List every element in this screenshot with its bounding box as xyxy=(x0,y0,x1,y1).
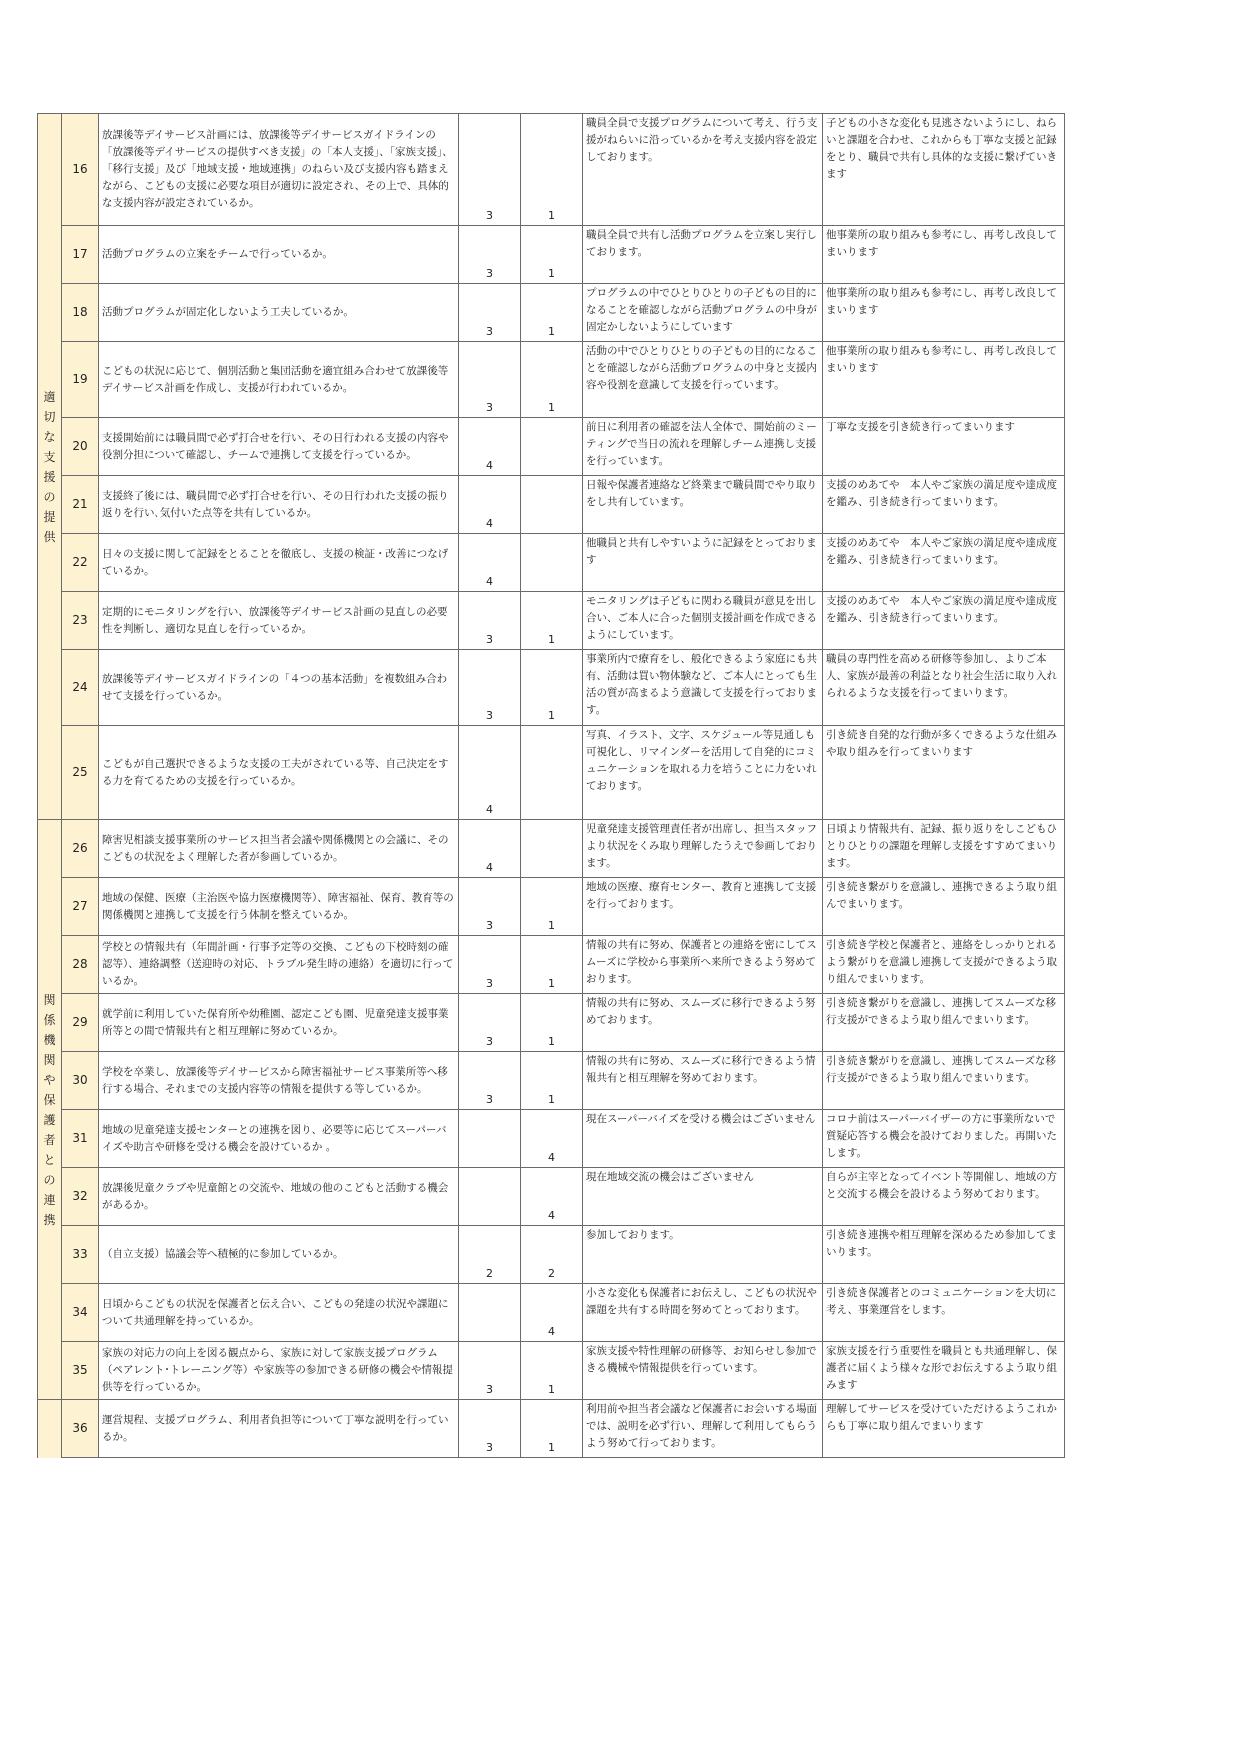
item-text: 就学前に利用していた保育所や幼稚園、認定こども園、児童発達支援事業所等との間で情報共有と相互理解に努めているか。 xyxy=(99,994,459,1052)
improvement-plan-text: 子どもの小さな変化も見逃さないようにし、ねらいと課題を合わせ、これからも丁寧な支援と記録をとり、職員で共有し具体的な支援に繋げていきます xyxy=(823,114,1065,226)
no-count: 4 xyxy=(521,1168,583,1226)
no-count: 1 xyxy=(521,226,583,284)
item-text: 支援終了後には、職員間で必ず打合せを行い、その日行われた支援の振り返りを行い､気付いた点等を共有しているか。 xyxy=(99,476,459,534)
table-row xyxy=(38,820,1065,878)
no-count: 4 xyxy=(521,1284,583,1342)
improvement-plan-text: 他事業所の取り組みも参考にし、再考し改良してまいります xyxy=(823,226,1065,284)
improvement-plan-text: 支援のめあてや 本人やご家族の満足度や達成度を鑑み、引き続き行ってまいります。 xyxy=(823,534,1065,592)
improvement-plan-text: 引き続き自発的な行動が多くできるような仕組みや取り組みを行ってまいります xyxy=(823,726,1065,820)
item-number: 30 xyxy=(62,1052,99,1110)
item-text: こどもが自己選択できるような支援の工夫がされている等、自己決定をする力を育てるための支援を行っているか。 xyxy=(99,726,459,820)
current-status-text: 事業所内で療育をし、般化できるよう家庭にも共有、活動は買い物体験など、ご本人にとっても生活の質が高まるよう意識して支援を行っております。 xyxy=(583,650,823,726)
item-number: 19 xyxy=(62,342,99,418)
item-text: 家族の対応力の向上を図る観点から、家族に対して家族支援プログラム（ペアレント･トレーニング等）や家族等の参加できる研修の機会や情報提供等を行っているか。 xyxy=(99,1342,459,1400)
no-count: 1 xyxy=(521,878,583,936)
yes-count: 3 xyxy=(459,592,521,650)
evaluation-table-body xyxy=(38,114,1065,1458)
item-number: 22 xyxy=(62,534,99,592)
item-text: 障害児相談支援事業所のサービス担当者会議や関係機関との会議に、そのこどもの状況をよく理解した者が参画しているか。 xyxy=(99,820,459,878)
item-number: 27 xyxy=(62,878,99,936)
no-count xyxy=(521,726,583,820)
item-text: 支援開始前には職員間で必ず打合せを行い、その日行われる支援の内容や役割分担について確認し、チームで連携して支援を行っているか。 xyxy=(99,418,459,476)
current-status-text: 情報の共有に努め、保護者との連絡を密にしてスムーズに学校から事業所へ来所できるよう努めております。 xyxy=(583,936,823,994)
current-status-text: 現在地域交流の機会はございません xyxy=(583,1168,823,1226)
item-number: 36 xyxy=(62,1400,99,1458)
current-status-text: 参加しております。 xyxy=(583,1226,823,1284)
table-row xyxy=(38,1400,1065,1458)
no-count xyxy=(521,820,583,878)
item-number: 18 xyxy=(62,284,99,342)
table-row xyxy=(38,114,1065,226)
table-row xyxy=(38,1342,1065,1400)
yes-count: 3 xyxy=(459,114,521,226)
current-status-text: 家族支援や特性理解の研修等、お知らせし参加できる機械や情報提供を行っています。 xyxy=(583,1342,823,1400)
improvement-plan-text: 引き続き学校と保護者と、連絡をしっかりとれるよう繋がりを意識し連携して支援ができるよう取り組んでまいります。 xyxy=(823,936,1065,994)
current-status-text: 地域の医療、療育センター、教育と連携して支援を行っております。 xyxy=(583,878,823,936)
item-text: 定期的にモニタリングを行い、放課後等デイサービス計画の見直しの必要性を判断し、適切な見直しを行っているか。 xyxy=(99,592,459,650)
yes-count: 4 xyxy=(459,820,521,878)
item-text: （自立支援）協議会等へ積極的に参加しているか。 xyxy=(99,1226,459,1284)
yes-count: 3 xyxy=(459,994,521,1052)
item-text: 地域の児童発達支援センターとの連携を図り、必要等に応じてスーパーバイズや助言や研修を受ける機会を設けているか 。 xyxy=(99,1110,459,1168)
improvement-plan-text: 理解してサービスを受けていただけるようこれからも丁寧に取り組んでまいります xyxy=(823,1400,1065,1458)
no-count: 1 xyxy=(521,342,583,418)
table-row xyxy=(38,418,1065,476)
improvement-plan-text: 他事業所の取り組みも参考にし、再考し改良してまいります xyxy=(823,342,1065,418)
no-count: 1 xyxy=(521,592,583,650)
item-number: 23 xyxy=(62,592,99,650)
item-number: 29 xyxy=(62,994,99,1052)
table-row xyxy=(38,1110,1065,1168)
category-label: 適切な支援の提供 xyxy=(43,389,56,544)
table-row xyxy=(38,592,1065,650)
yes-count: 3 xyxy=(459,1400,521,1458)
category-cell xyxy=(38,820,62,1400)
improvement-plan-text: 日頃より情報共有、記録、振り返りをしこどもひとりひとりの課題を理解し支援をすすめてまいります。 xyxy=(823,820,1065,878)
current-status-text: 小さな変化も保護者にお伝えし、こどもの状況や課題を共有する時間を努めてとっております。 xyxy=(583,1284,823,1342)
current-status-text: 現在スーパーバイズを受ける機会はございません xyxy=(583,1110,823,1168)
current-status-text: 日報や保護者連絡など終業まで職員間でやり取りをし共有しています。 xyxy=(583,476,823,534)
yes-count: 3 xyxy=(459,1052,521,1110)
category-label: 関係機関や保護者との連携 xyxy=(43,992,56,1227)
item-text: 学校との情報共有（年間計画・行事予定等の交換、こどもの下校時刻の確認等）、連絡調整（送迎時の対応、トラブル発生時の連絡）を適切に行っているか。 xyxy=(99,936,459,994)
improvement-plan-text: 支援のめあてや 本人やご家族の満足度や達成度を鑑み、引き続き行ってまいります。 xyxy=(823,592,1065,650)
improvement-plan-text: 職員の専門性を高める研修等参加し、よりご本人、家族が最善の利益となり社会生活に取り入れられるような支援を行ってまいります。 xyxy=(823,650,1065,726)
current-status-text: 情報の共有に努め、スムーズに移行できるよう情報共有と相互理解を努めております。 xyxy=(583,1052,823,1110)
item-number: 32 xyxy=(62,1168,99,1226)
table-row xyxy=(38,994,1065,1052)
item-text: 学校を卒業し、放課後等デイサービスから障害福祉サービス事業所等へ移行する場合、それまでの支援内容等の情報を提供する等しているか。 xyxy=(99,1052,459,1110)
table-row xyxy=(38,476,1065,534)
no-count xyxy=(521,534,583,592)
no-count: 2 xyxy=(521,1226,583,1284)
yes-count: 4 xyxy=(459,418,521,476)
table-row xyxy=(38,284,1065,342)
yes-count: 3 xyxy=(459,284,521,342)
item-text: こどもの状況に応じて、個別活動と集団活動を適宜組み合わせて放課後等デイサービス計画を作成し、支援が行われているか。 xyxy=(99,342,459,418)
table-row xyxy=(38,1226,1065,1284)
current-status-text: 活動の中でひとりひとりの子どもの目的になることを確認しながら活動プログラムの中身と支援内容や役割を意識して支援を行っています。 xyxy=(583,342,823,418)
item-text: 運営規程、支援プログラム、利用者負担等について丁寧な説明を行っているか。 xyxy=(99,1400,459,1458)
improvement-plan-text: 引き続き保護者とのコミュニケーションを大切に考え、事業運営をします。 xyxy=(823,1284,1065,1342)
current-status-text: モニタリングは子どもに関わる職員が意見を出し合い、ご本人に合った個別支援計画を作成できるようにしています。 xyxy=(583,592,823,650)
item-text: 地域の保健、医療（主治医や協力医療機関等）、障害福祉、保育、教育等の関係機関と連携して支援を行う体制を整えているか。 xyxy=(99,878,459,936)
item-text: 日々の支援に関して記録をとることを徹底し、支援の検証・改善につなげているか。 xyxy=(99,534,459,592)
yes-count: 4 xyxy=(459,534,521,592)
table-row xyxy=(38,1284,1065,1342)
yes-count: 3 xyxy=(459,1342,521,1400)
yes-count xyxy=(459,1168,521,1226)
current-status-text: 他職員と共有しやすいように記録をとっております xyxy=(583,534,823,592)
improvement-plan-text: 家族支援を行う重要性を職員とも共通理解し、保護者に届くよう様々な形でお伝えするよう取り組みます xyxy=(823,1342,1065,1400)
current-status-text: 児童発達支援管理責任者が出席し、担当スタッフより状況をくみ取り理解したうえで参画しております。 xyxy=(583,820,823,878)
evaluation-table xyxy=(37,113,1065,1458)
improvement-plan-text: 支援のめあてや 本人やご家族の満足度や達成度を鑑み、引き続き行ってまいります。 xyxy=(823,476,1065,534)
yes-count xyxy=(459,1284,521,1342)
yes-count xyxy=(459,1110,521,1168)
item-text: 放課後児童クラブや児童館との交流や、地域の他のこどもと活動する機会があるか。 xyxy=(99,1168,459,1226)
yes-count: 3 xyxy=(459,878,521,936)
no-count: 4 xyxy=(521,1110,583,1168)
item-number: 24 xyxy=(62,650,99,726)
current-status-text: 職員全員で共有し活動プログラムを立案し実行しております。 xyxy=(583,226,823,284)
no-count xyxy=(521,418,583,476)
table-row xyxy=(38,936,1065,994)
yes-count: 3 xyxy=(459,226,521,284)
yes-count: 3 xyxy=(459,650,521,726)
no-count: 1 xyxy=(521,1052,583,1110)
no-count: 1 xyxy=(521,114,583,226)
improvement-plan-text: 丁寧な支援を引き続き行ってまいります xyxy=(823,418,1065,476)
current-status-text: 職員全員で支援プログラムについて考え、行う支援がねらいに沿っているかを考え支援内容を設定しております。 xyxy=(583,114,823,226)
yes-count: 2 xyxy=(459,1226,521,1284)
item-number: 16 xyxy=(62,114,99,226)
table-row xyxy=(38,650,1065,726)
item-text: 放課後等デイサービス計画には、放課後等デイサービスガイドラインの「放課後等デイサービスの提供すべき支援」の「本人支援」、「家族支援」、「移行支援」及び「地域支援・地域連携」のねらい及び支援内容も踏まえながら、こどもの支援に必要な項目が適切に設定され、その上で、具体的な支援内容が設定されているか。 xyxy=(99,114,459,226)
current-status-text: 前日に利用者の確認を法人全体で、開始前のミーティングで当日の流れを理解しチーム連携し支援を行っています。 xyxy=(583,418,823,476)
improvement-plan-text: 他事業所の取り組みも参考にし、再考し改良してまいります xyxy=(823,284,1065,342)
item-number: 35 xyxy=(62,1342,99,1400)
no-count: 1 xyxy=(521,936,583,994)
table-row xyxy=(38,726,1065,820)
yes-count: 4 xyxy=(459,726,521,820)
table-row xyxy=(38,878,1065,936)
yes-count: 4 xyxy=(459,476,521,534)
no-count: 1 xyxy=(521,284,583,342)
no-count: 1 xyxy=(521,994,583,1052)
yes-count: 3 xyxy=(459,342,521,418)
improvement-plan-text: 引き続き繋がりを意識し、連携できるよう取り組んでまいります。 xyxy=(823,878,1065,936)
item-number: 31 xyxy=(62,1110,99,1168)
item-number: 26 xyxy=(62,820,99,878)
item-text: 活動プログラムの立案をチームで行っているか。 xyxy=(99,226,459,284)
no-count: 1 xyxy=(521,1342,583,1400)
no-count: 1 xyxy=(521,1400,583,1458)
current-status-text: 写真、イラスト、文字、スケジュール等見通しも可視化し、リマインダーを活用して自発的にコミュニケーションを取れる力を培うことに力をいれております。 xyxy=(583,726,823,820)
improvement-plan-text: コロナ前はスーパーバイザーの方に事業所ないで質疑応答する機会を設けておりました。再開いたします。 xyxy=(823,1110,1065,1168)
item-text: 日頃からこどもの状況を保護者と伝え合い、こどもの発達の状況や課題について共通理解を持っているか。 xyxy=(99,1284,459,1342)
item-number: 20 xyxy=(62,418,99,476)
table-row xyxy=(38,534,1065,592)
category-cell xyxy=(38,114,62,820)
item-number: 34 xyxy=(62,1284,99,1342)
yes-count: 3 xyxy=(459,936,521,994)
no-count xyxy=(521,476,583,534)
item-number: 21 xyxy=(62,476,99,534)
table-row xyxy=(38,226,1065,284)
item-number: 33 xyxy=(62,1226,99,1284)
no-count: 1 xyxy=(521,650,583,726)
improvement-plan-text: 引き続き連携や相互理解を深めるため参加してまいります。 xyxy=(823,1226,1065,1284)
current-status-text: 情報の共有に努め、スムーズに移行できるよう努めております。 xyxy=(583,994,823,1052)
current-status-text: 利用前や担当者会議など保護者にお会いする場面では、説明を必ず行い、理解して利用してもらうよう努めて行っております。 xyxy=(583,1400,823,1458)
item-text: 放課後等デイサービスガイドラインの「４つの基本活動」を複数組み合わせて支援を行っているか。 xyxy=(99,650,459,726)
category-cell xyxy=(38,1400,62,1458)
item-number: 25 xyxy=(62,726,99,820)
improvement-plan-text: 引き続き繋がりを意識し、連携してスムーズな移行支援ができるよう取り組んでまいります。 xyxy=(823,1052,1065,1110)
table-row xyxy=(38,1168,1065,1226)
improvement-plan-text: 引き続き繋がりを意識し、連携してスムーズな移行支援ができるよう取り組んでまいります。 xyxy=(823,994,1065,1052)
item-text: 活動プログラムが固定化しないよう工夫しているか。 xyxy=(99,284,459,342)
improvement-plan-text: 自らが主宰となってイベント等開催し、地域の方と交流する機会を設けるよう努めております。 xyxy=(823,1168,1065,1226)
item-number: 28 xyxy=(62,936,99,994)
current-status-text: プログラムの中でひとりひとりの子どもの目的になることを確認しながら活動プログラムの中身が固定かしないようにしています xyxy=(583,284,823,342)
table-row xyxy=(38,1052,1065,1110)
item-number: 17 xyxy=(62,226,99,284)
table-row xyxy=(38,342,1065,418)
